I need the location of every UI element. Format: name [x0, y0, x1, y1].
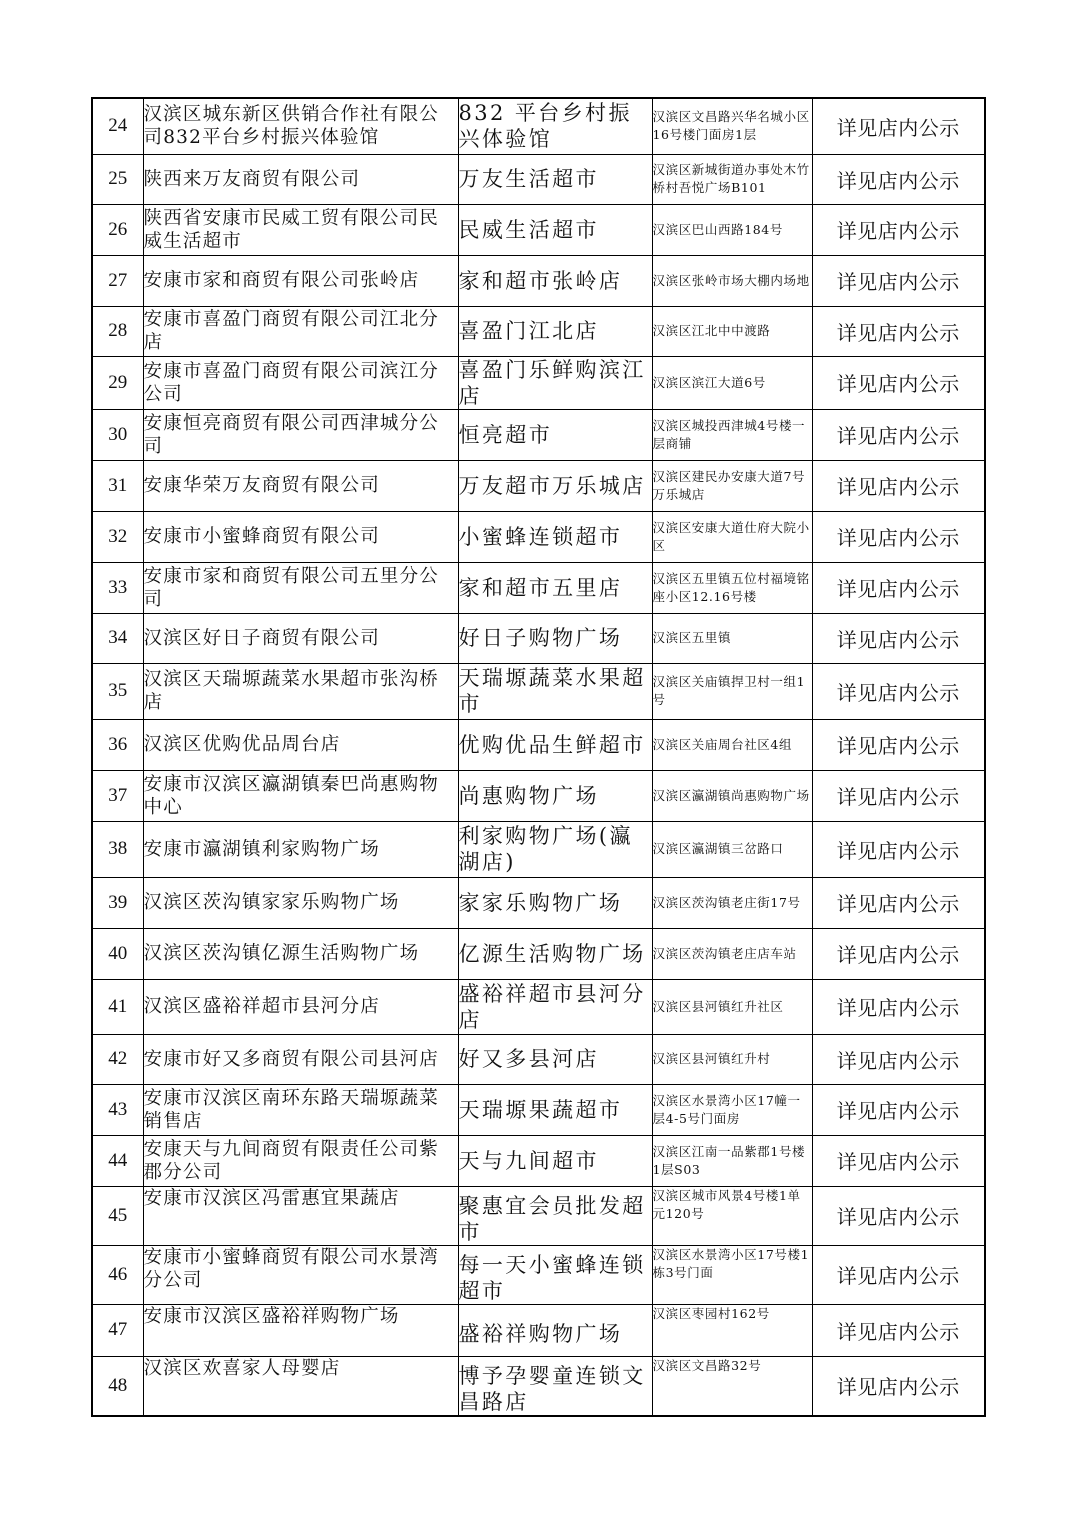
store-name-cell: 尚惠购物广场 [458, 770, 652, 821]
store-name-cell: 盛裕祥购物广场 [458, 1304, 652, 1356]
row-number-cell: 40 [92, 928, 143, 979]
address-cell: 汉滨区关庙周台社区4组 [652, 719, 812, 770]
price-notice-cell: 详见店内公示 [812, 663, 985, 719]
row-number-cell: 29 [92, 356, 143, 409]
address-cell: 汉滨区城市风景4号楼1单元120号 [652, 1186, 812, 1245]
company-name-cell: 汉滨区天瑞塬蔬菜水果超市张沟桥店 [143, 663, 458, 719]
address-cell: 汉滨区茨沟镇老庄店车站 [652, 928, 812, 979]
address-cell: 汉滨区文昌路兴华名城小区16号楼门面房1层 [652, 98, 812, 154]
price-notice-cell: 详见店内公示 [812, 1084, 985, 1135]
row-number-cell: 33 [92, 562, 143, 613]
price-notice-cell: 详见店内公示 [812, 770, 985, 821]
company-name-cell: 安康市汉滨区盛裕祥购物广场 [143, 1304, 458, 1356]
price-notice-cell: 详见店内公示 [812, 1186, 985, 1245]
table-row [92, 613, 985, 663]
store-name-cell: 利家购物广场(瀛湖店) [458, 821, 652, 877]
address-cell: 汉滨区新城街道办事处木竹桥村吾悦广场B101 [652, 154, 812, 204]
row-number-cell: 37 [92, 770, 143, 821]
price-notice-cell: 详见店内公示 [812, 562, 985, 613]
store-name-cell: 家家乐购物广场 [458, 877, 652, 928]
company-name-cell: 汉滨区茨沟镇亿源生活购物广场 [143, 928, 458, 979]
company-name-cell: 陕西来万友商贸有限公司 [143, 154, 458, 204]
company-name-cell: 汉滨区茨沟镇家家乐购物广场 [143, 877, 458, 928]
store-name-cell: 每一天小蜜蜂连锁超市 [458, 1245, 652, 1304]
table-row [92, 204, 985, 255]
company-name-cell: 陕西省安康市民威工贸有限公司民威生活超市 [143, 204, 458, 255]
table-row [92, 1034, 985, 1084]
company-name-cell: 安康市好又多商贸有限公司县河店 [143, 1034, 458, 1084]
row-number-cell: 47 [92, 1304, 143, 1356]
store-name-cell: 好又多县河店 [458, 1034, 652, 1084]
row-number-cell: 36 [92, 719, 143, 770]
table-row [92, 511, 985, 562]
company-name-cell: 安康市喜盈门商贸有限公司滨江分公司 [143, 356, 458, 409]
company-name-cell: 安康市汉滨区冯雷惠宜果蔬店 [143, 1186, 458, 1245]
company-name-cell: 汉滨区盛裕祥超市县河分店 [143, 979, 458, 1034]
store-name-cell: 盛裕祥超市县河分店 [458, 979, 652, 1034]
row-number-cell: 46 [92, 1245, 143, 1304]
table-row [92, 98, 985, 154]
address-cell: 汉滨区枣园村162号 [652, 1304, 812, 1356]
price-notice-cell: 详见店内公示 [812, 460, 985, 511]
address-cell: 汉滨区水景湾小区17幢一层4-5号门面房 [652, 1084, 812, 1135]
table-row [92, 1304, 985, 1356]
row-number-cell: 27 [92, 255, 143, 306]
row-number-cell: 31 [92, 460, 143, 511]
table-row [92, 356, 985, 409]
price-notice-cell: 详见店内公示 [812, 1304, 985, 1356]
table-row [92, 663, 985, 719]
company-name-cell: 汉滨区优购优品周台店 [143, 719, 458, 770]
address-cell: 汉滨区关庙镇捍卫村一组1号 [652, 663, 812, 719]
table-body [92, 98, 985, 1416]
address-cell: 汉滨区滨江大道6号 [652, 356, 812, 409]
row-number-cell: 44 [92, 1135, 143, 1186]
row-number-cell: 45 [92, 1186, 143, 1245]
company-name-cell: 汉滨区城东新区供销合作社有限公司832平台乡村振兴体验馆 [143, 98, 458, 154]
address-cell: 汉滨区张岭市场大棚内场地 [652, 255, 812, 306]
store-name-cell: 家和超市张岭店 [458, 255, 652, 306]
price-notice-cell: 详见店内公示 [812, 356, 985, 409]
address-cell: 汉滨区江南一品紫郡1号楼1层S03 [652, 1135, 812, 1186]
company-name-cell: 安康市家和商贸有限公司五里分公司 [143, 562, 458, 613]
price-notice-cell: 详见店内公示 [812, 928, 985, 979]
table-row [92, 460, 985, 511]
price-notice-cell: 详见店内公示 [812, 511, 985, 562]
table-row [92, 154, 985, 204]
price-notice-cell: 详见店内公示 [812, 409, 985, 460]
store-name-cell: 好日子购物广场 [458, 613, 652, 663]
row-number-cell: 32 [92, 511, 143, 562]
price-notice-cell: 详见店内公示 [812, 154, 985, 204]
store-name-cell: 天与九间超市 [458, 1135, 652, 1186]
company-name-cell: 安康天与九间商贸有限责任公司紫郡分公司 [143, 1135, 458, 1186]
store-name-cell: 优购优品生鲜超市 [458, 719, 652, 770]
company-name-cell: 安康华荣万友商贸有限公司 [143, 460, 458, 511]
price-notice-cell: 详见店内公示 [812, 1135, 985, 1186]
store-name-cell: 亿源生活购物广场 [458, 928, 652, 979]
table-row [92, 562, 985, 613]
store-name-cell: 小蜜蜂连锁超市 [458, 511, 652, 562]
company-name-cell: 汉滨区欢喜家人母婴店 [143, 1356, 458, 1416]
store-name-cell: 聚惠宜会员批发超市 [458, 1186, 652, 1245]
row-number-cell: 34 [92, 613, 143, 663]
address-cell: 汉滨区江北中中渡路 [652, 306, 812, 356]
table-row [92, 409, 985, 460]
company-name-cell: 安康市家和商贸有限公司张岭店 [143, 255, 458, 306]
company-name-cell: 安康市瀛湖镇利家购物广场 [143, 821, 458, 877]
address-cell: 汉滨区建民办安康大道7号万乐城店 [652, 460, 812, 511]
price-notice-cell: 详见店内公示 [812, 877, 985, 928]
table-row [92, 1245, 985, 1304]
address-cell: 汉滨区水景湾小区17号楼1栋3号门面 [652, 1245, 812, 1304]
table-row [92, 1186, 985, 1245]
table-row [92, 821, 985, 877]
store-name-cell: 万友生活超市 [458, 154, 652, 204]
row-number-cell: 30 [92, 409, 143, 460]
store-name-cell: 民威生活超市 [458, 204, 652, 255]
table-row [92, 719, 985, 770]
table-row [92, 1356, 985, 1416]
price-notice-cell: 详见店内公示 [812, 613, 985, 663]
company-name-cell: 安康市汉滨区瀛湖镇秦巴尚惠购物中心 [143, 770, 458, 821]
address-cell: 汉滨区瀛湖镇三岔路口 [652, 821, 812, 877]
row-number-cell: 48 [92, 1356, 143, 1416]
price-notice-cell: 详见店内公示 [812, 1245, 985, 1304]
price-notice-cell: 详见店内公示 [812, 204, 985, 255]
address-cell: 汉滨区安康大道仕府大院小区 [652, 511, 812, 562]
table-row [92, 1135, 985, 1186]
table-row [92, 306, 985, 356]
store-name-cell: 万友超市万乐城店 [458, 460, 652, 511]
address-cell: 汉滨区城投西津城4号楼一层商铺 [652, 409, 812, 460]
row-number-cell: 26 [92, 204, 143, 255]
price-notice-cell: 详见店内公示 [812, 979, 985, 1034]
price-notice-cell: 详见店内公示 [812, 719, 985, 770]
row-number-cell: 39 [92, 877, 143, 928]
store-name-cell: 博予孕婴童连锁文昌路店 [458, 1356, 652, 1416]
row-number-cell: 24 [92, 98, 143, 154]
store-name-cell: 832 平台乡村振兴体验馆 [458, 98, 652, 154]
company-name-cell: 安康市汉滨区南环东路天瑞塬蔬菜销售店 [143, 1084, 458, 1135]
address-cell: 汉滨区茨沟镇老庄街17号 [652, 877, 812, 928]
address-cell: 汉滨区县河镇红升社区 [652, 979, 812, 1034]
row-number-cell: 41 [92, 979, 143, 1034]
address-cell: 汉滨区瀛湖镇尚惠购物广场 [652, 770, 812, 821]
store-name-cell: 喜盈门乐鲜购滨江店 [458, 356, 652, 409]
company-name-cell: 安康恒亮商贸有限公司西津城分公司 [143, 409, 458, 460]
company-name-cell: 汉滨区好日子商贸有限公司 [143, 613, 458, 663]
row-number-cell: 38 [92, 821, 143, 877]
row-number-cell: 35 [92, 663, 143, 719]
row-number-cell: 25 [92, 154, 143, 204]
store-name-cell: 天瑞塬蔬菜水果超市 [458, 663, 652, 719]
address-cell: 汉滨区县河镇红升村 [652, 1034, 812, 1084]
table-row [92, 877, 985, 928]
address-cell: 汉滨区五里镇 [652, 613, 812, 663]
table-row [92, 255, 985, 306]
price-notice-cell: 详见店内公示 [812, 306, 985, 356]
row-number-cell: 43 [92, 1084, 143, 1135]
address-cell: 汉滨区巴山西路184号 [652, 204, 812, 255]
table-row [92, 1084, 985, 1135]
store-name-cell: 恒亮超市 [458, 409, 652, 460]
store-name-cell: 家和超市五里店 [458, 562, 652, 613]
company-name-cell: 安康市喜盈门商贸有限公司江北分店 [143, 306, 458, 356]
price-notice-cell: 详见店内公示 [812, 98, 985, 154]
store-name-cell: 天瑞塬果蔬超市 [458, 1084, 652, 1135]
row-number-cell: 28 [92, 306, 143, 356]
store-name-cell: 喜盈门江北店 [458, 306, 652, 356]
address-cell: 汉滨区文昌路32号 [652, 1356, 812, 1416]
price-notice-cell: 详见店内公示 [812, 255, 985, 306]
company-name-cell: 安康市小蜜蜂商贸有限公司 [143, 511, 458, 562]
price-notice-cell: 详见店内公示 [812, 1034, 985, 1084]
store-list-table [91, 97, 986, 1417]
price-notice-cell: 详见店内公示 [812, 821, 985, 877]
address-cell: 汉滨区五里镇五位村福境铭座小区12.16号楼 [652, 562, 812, 613]
row-number-cell: 42 [92, 1034, 143, 1084]
table-row [92, 770, 985, 821]
company-name-cell: 安康市小蜜蜂商贸有限公司水景湾分公司 [143, 1245, 458, 1304]
price-notice-cell: 详见店内公示 [812, 1356, 985, 1416]
table-row [92, 979, 985, 1034]
table-row [92, 928, 985, 979]
